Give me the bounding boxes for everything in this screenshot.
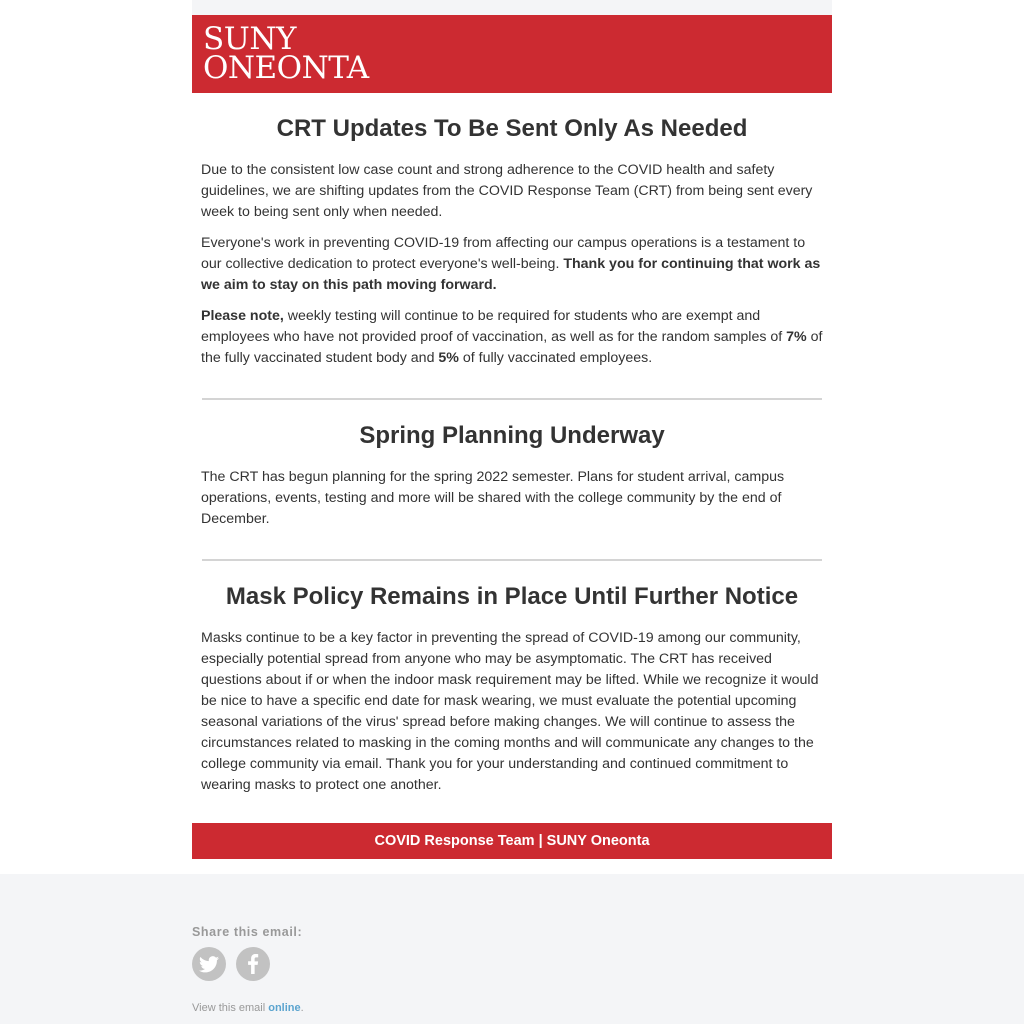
view-text: View this email — [192, 1002, 269, 1014]
view-end: . — [300, 1002, 304, 1014]
footer-signature-bar: COVID Response Team | SUNY Oneonta — [192, 823, 832, 859]
section-title: Spring Planning Underway — [359, 422, 665, 449]
email-footer — [0, 874, 1024, 1024]
twitter-icon — [199, 956, 219, 973]
paragraph-text: Everyone's work in preventing COVID-19 from affecting our campus operations is a testament to our collective dedication to protect everyone's well-being. — [201, 235, 806, 272]
share-label: Share this email: — [192, 925, 303, 939]
paragraph-bold: 7% — [786, 329, 807, 345]
paragraph: The CRT has begun planning for the spring 2022 semester. Plans for student arrival, campus operations, events, testing and more will be shared with the college community by the end of December. — [201, 469, 785, 527]
view-online-text — [192, 1002, 304, 1014]
section-mask-policy — [201, 583, 823, 796]
facebook-share-button[interactable] — [236, 947, 270, 981]
header-banner — [192, 15, 832, 93]
paragraph-bold: Thank you for continuing that work as we aim to stay on this path moving forward. — [201, 256, 821, 293]
paragraph: Due to the consistent low case count and strong adherence to the COVID health and safety guidelines, we are shifting updates from the COVID Response Team (CRT) from being sent every week to being sent only when needed. — [201, 162, 813, 220]
logo-line-2: ONEONTA — [203, 50, 369, 86]
facebook-icon — [247, 954, 259, 974]
divider — [202, 559, 822, 561]
view-online-link[interactable]: online — [268, 1002, 301, 1014]
section-title: Mask Policy Remains in Place Until Further Notice — [225, 583, 799, 610]
divider — [202, 398, 822, 400]
paragraph-text: weekly testing will continue to be required for students who are exempt and employees who have not provided proof of vaccination, as well as for the random samples of — [201, 308, 787, 345]
paragraph — [201, 233, 823, 296]
section-crt-updates — [201, 115, 823, 369]
section-title: CRT Updates To Be Sent Only As Needed — [276, 115, 748, 142]
paragraph: Masks continue to be a key factor in preventing the spread of COVID-19 among our community, especially potential spread from anyone who may be asymptomatic. The CRT has received questions about if or when the indoor mask requirement may be lifted. While we recognize it would be nice to have a specific end date for mask wearing, we must evaluate the potential upcoming seasonal variations of the virus' spread before making changes. We will continue to assess the circumstances related to masking in the coming months and will communicate any changes to the college community via email. Thank you for your understanding and continued commitment to wearing masks to protect one another. — [201, 630, 819, 793]
paragraph-text: of fully vaccinated employees. — [458, 350, 653, 366]
paragraph-bold: Please note, — [201, 308, 284, 324]
section-spring-planning — [201, 422, 823, 530]
twitter-share-button[interactable] — [192, 947, 226, 981]
logo-line-1: SUNY — [203, 21, 296, 57]
paragraph — [201, 306, 823, 369]
paragraph-bold: 5% — [438, 350, 459, 366]
top-spacer — [192, 0, 832, 15]
paragraph-text: of the fully vaccinated student body and — [201, 329, 823, 366]
suny-oneonta-logo[interactable] — [203, 21, 369, 86]
